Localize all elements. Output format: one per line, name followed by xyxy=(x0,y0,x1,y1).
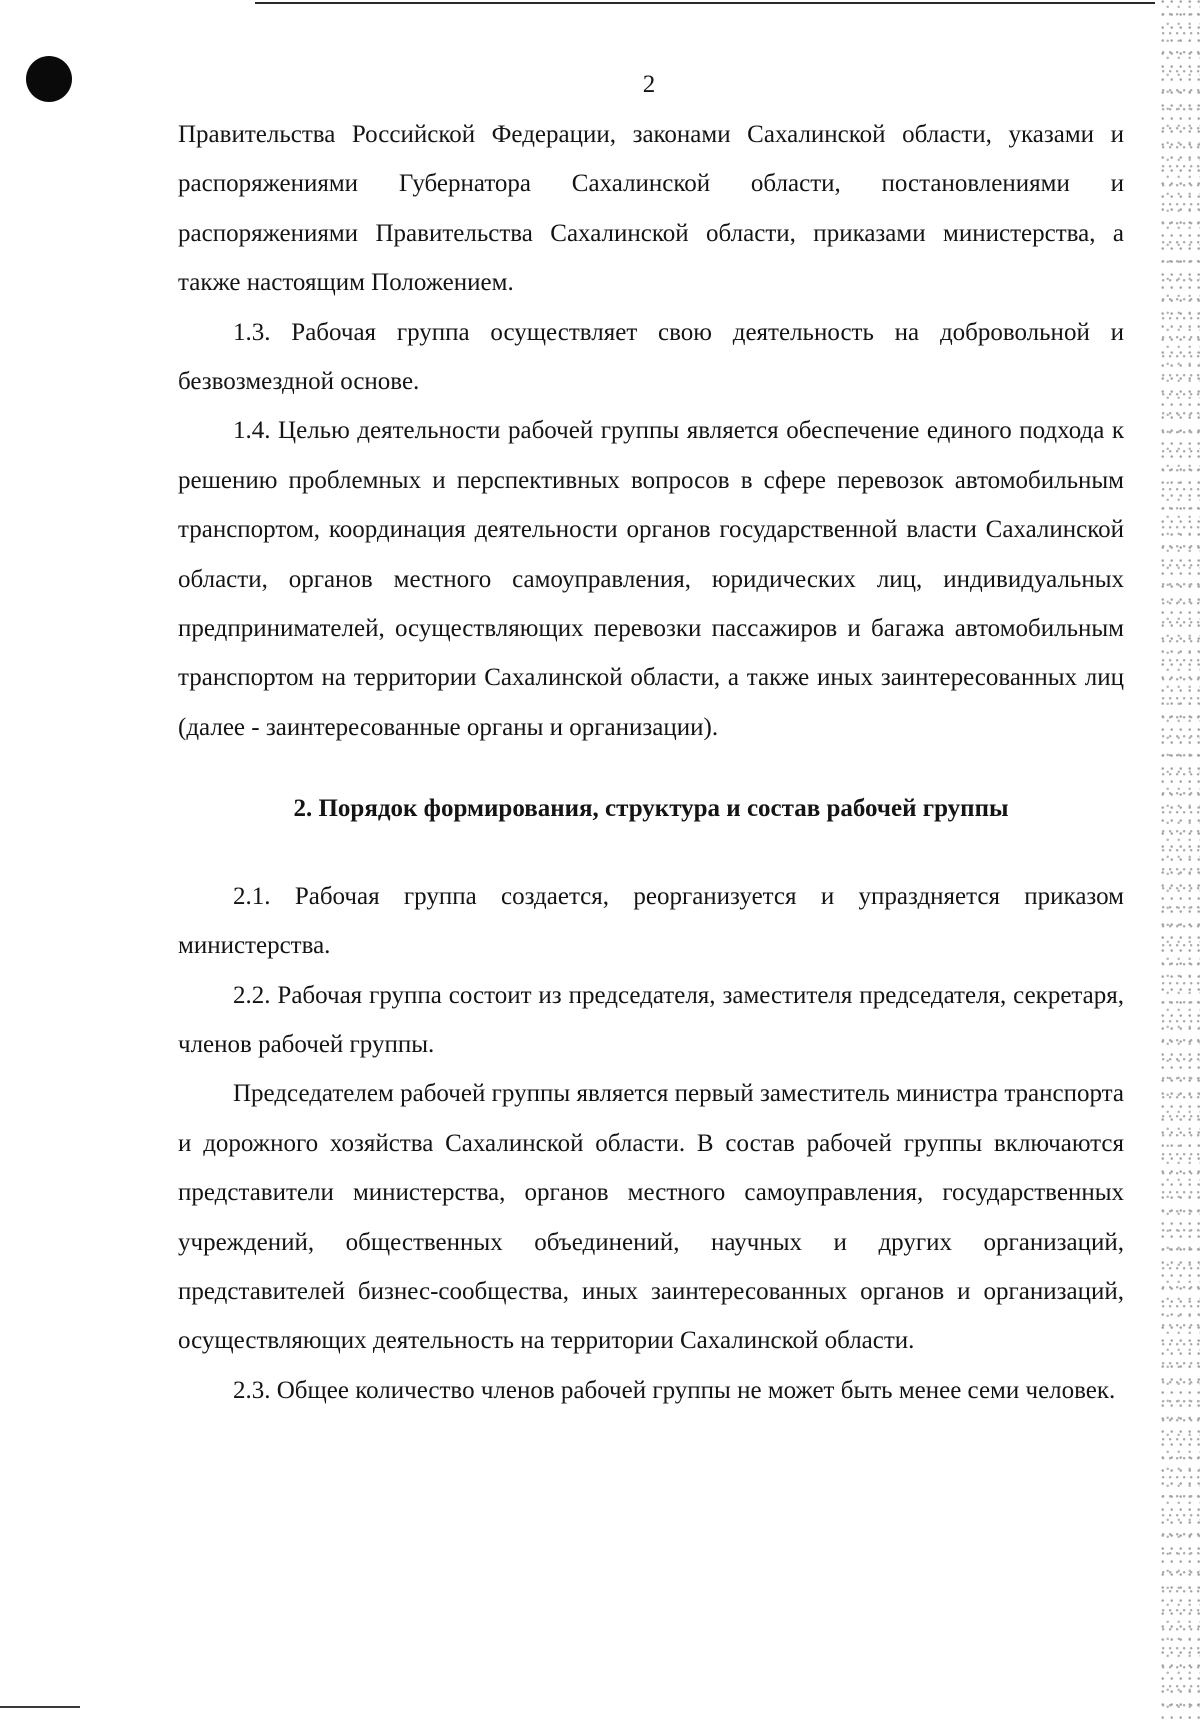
scan-edge-noise xyxy=(1160,0,1200,1720)
paragraph-continuation: Правительства Российской Федерации, законами Сахалинской области, указами и распоряжениями Губернатора Сахалинской области, постановлениями и распоряжениями Правительства Сахалинской области, приказами министерства, а также настоящим Положением. xyxy=(178,121,1124,297)
bottom-rule xyxy=(0,1706,80,1708)
page-number: 2 xyxy=(642,71,656,98)
paragraph-chairman: Председателем рабочей группы является первый заместитель министра транспорта и дорожного хозяйства Сахалинской области. В состав рабочей группы включаются представители министерства, органов местного самоуправления, государственных учреждений, общественных объединений, научных и других организаций, представителей бизнес-сообщества, иных заинтересованных органов и организаций, осуществляющих деятельность на территории Сахалинской области. xyxy=(178,1080,1124,1355)
spacer xyxy=(178,834,1124,872)
paragraph-2-3: 2.3. Общее количество членов рабочей группы не может быть менее семи человек. xyxy=(233,1376,1116,1404)
paragraph-2-1: 2.1. Рабочая группа создается, реорганизуется и упраздняется приказом министерства. xyxy=(178,882,1124,960)
section-heading: 2. Порядок формирования, структура и состав рабочей группы xyxy=(293,795,1009,823)
paragraph-2-2: 2.2. Рабочая группа состоит из председателя, заместителя председателя, секретаря, членов рабочей группы. xyxy=(178,981,1124,1058)
paragraph-1-4: 1.4. Целью деятельности рабочей группы является обеспечение единого подхода к решению проблемных и перспективных вопросов в сфере перевозок автомобильным транспортом, координация деятельности органов государственной власти Сахалинской области, органов местного самоуправления, юридических лиц, индивидуальных предпринимателей, осуществляющих перевозки пассажиров и багажа автомобильным транспортом на территории Сахалинской области, а также иных заинтересованных лиц (далее - заинтересованные органы и организации). xyxy=(178,417,1124,741)
top-rule xyxy=(255,2,1155,4)
spacer xyxy=(178,752,1124,784)
document-body xyxy=(178,110,1124,1415)
paragraph-1-3: 1.3. Рабочая группа осуществляет свою деятельность на добровольной и безвозмездной основе. xyxy=(178,318,1124,396)
